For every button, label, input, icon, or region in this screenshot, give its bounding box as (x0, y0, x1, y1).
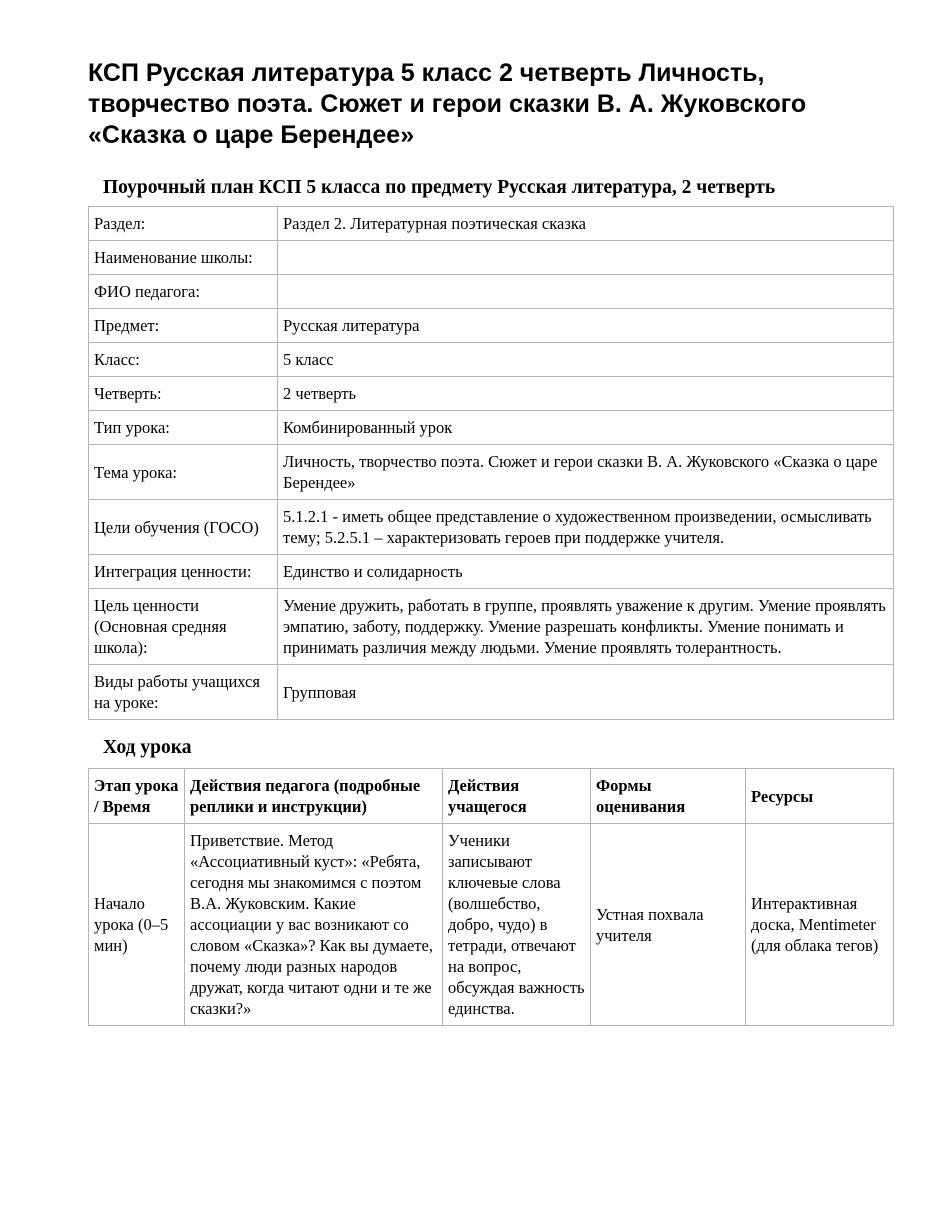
table-row (89, 500, 894, 555)
document-page (88, 58, 893, 1026)
document-title: КСП Русская литература 5 класс 2 четверть Личность, творчество поэта. Сюжет и герои сказки В. А. Жуковского «Сказка о царе Берендее» (88, 59, 807, 149)
column-header: Действия педагога (подробные реплики и инструкции) (185, 769, 443, 824)
info-value (278, 241, 894, 275)
table-row (89, 309, 894, 343)
column-header: Действия учащегося (443, 769, 591, 824)
table-row (89, 589, 894, 665)
student-actions-cell: Ученики записывают ключевые слова (волшебство, добро, чудо) в тетради, отвечают на вопрос, обсуждая важность единства. (443, 824, 591, 1026)
info-label: Раздел: (89, 207, 278, 241)
teacher-actions-cell: Приветствие. Метод «Ассоциативный куст»: «Ребята, сегодня мы знакомимся с поэтом В.А. Жуковским. Какие ассоциации у вас возникают со словом «Сказка»? Как вы думаете, почему люди разных народов дружат, когда читают одни и те же сказки?» (185, 824, 443, 1026)
table-row (89, 411, 894, 445)
info-value: Групповая (278, 665, 894, 720)
assessment-cell: Устная похвала учителя (591, 824, 746, 1026)
plan-subtitle: Поурочный план КСП 5 класса по предмету Русская литература, 2 четверть (103, 177, 776, 198)
table-row (89, 824, 894, 1026)
info-label: Интеграция ценности: (89, 555, 278, 589)
info-label: Цели обучения (ГОСО) (89, 500, 278, 555)
info-table (88, 206, 894, 720)
info-value: 5 класс (278, 343, 894, 377)
lesson-table (88, 768, 894, 1026)
table-row (89, 241, 894, 275)
column-header: Формы оценивания (591, 769, 746, 824)
info-value: Русская литература (278, 309, 894, 343)
table-row (89, 555, 894, 589)
table-row (89, 665, 894, 720)
info-label: Тип урока: (89, 411, 278, 445)
info-value (278, 275, 894, 309)
info-label: Тема урока: (89, 445, 278, 500)
info-label: Предмет: (89, 309, 278, 343)
info-label: Виды работы учащихся на уроке: (89, 665, 278, 720)
table-row (89, 275, 894, 309)
stage-cell: Начало урока (0–5 мин) (89, 824, 185, 1026)
table-row (89, 207, 894, 241)
table-row (89, 445, 894, 500)
column-header: Ресурсы (746, 769, 894, 824)
info-table-body (89, 207, 894, 720)
info-value: Личность, творчество поэта. Сюжет и герои сказки В. А. Жуковского «Сказка о царе Берендее» (278, 445, 894, 500)
lesson-header-row (89, 769, 894, 824)
info-value: 2 четверть (278, 377, 894, 411)
info-label: Четверть: (89, 377, 278, 411)
info-value: Единство и солидарность (278, 555, 894, 589)
info-label: Наименование школы: (89, 241, 278, 275)
info-value: Комбинированный урок (278, 411, 894, 445)
info-label: Класс: (89, 343, 278, 377)
lesson-heading: Ход урока (103, 737, 192, 758)
info-value: Раздел 2. Литературная поэтическая сказка (278, 207, 894, 241)
resources-cell: Интерактивная доска, Mentimeter (для облака тегов) (746, 824, 894, 1026)
info-label: ФИО педагога: (89, 275, 278, 309)
info-value: 5.1.2.1 - иметь общее представление о художественном произведении, осмысливать тему; 5.2.5.1 – характеризовать героев при поддержке учителя. (278, 500, 894, 555)
column-header: Этап урока / Время (89, 769, 185, 824)
table-row (89, 377, 894, 411)
table-row (89, 343, 894, 377)
info-label: Цель ценности (Основная средняя школа): (89, 589, 278, 665)
info-value: Умение дружить, работать в группе, проявлять уважение к другим. Умение проявлять эмпатию, заботу, поддержку. Умение разрешать конфликты. Умение понимать и принимать различия между людьми. Умение проявлять толерантность. (278, 589, 894, 665)
